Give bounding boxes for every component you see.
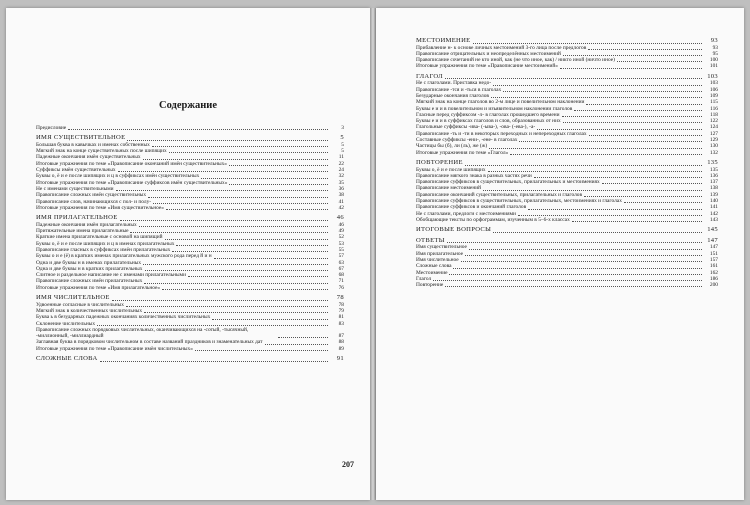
- toc-section-entry: [36, 294, 344, 302]
- toc-entry-page: 141: [709, 204, 718, 211]
- toc-section-entry: [416, 237, 718, 245]
- toc-entry-title: Правописание -ть и -ти в некоторых переходных и непереходных глаголах: [416, 130, 587, 137]
- toc-entry-title: Буквы е и и в повелительном и изъявительном наклонении глаголов: [416, 105, 573, 112]
- toc-entry-title: Глагольные суффиксы -ива- (-ыва-), -ова- (-ева-), -а-: [416, 124, 536, 131]
- toc-leader-dots: [489, 148, 702, 149]
- toc-entry-page: 142: [709, 210, 718, 217]
- toc-entry-title: Буквы е и и в суффиксах глаголов и слов, образованных от них: [416, 118, 561, 125]
- toc-entry-title: Мягкий знак на конце существительных после шипящих: [36, 148, 167, 155]
- toc-entry-page: 5: [341, 141, 344, 148]
- toc-leader-dots: [469, 249, 702, 250]
- toc-entry-page: 186: [709, 275, 718, 282]
- toc-entry-page: 109: [709, 92, 718, 99]
- toc-leader-dots: [145, 270, 329, 271]
- toc-entry-page: 100: [709, 57, 718, 64]
- toc-entry-page: 78: [336, 294, 344, 302]
- toc-entry-title: СЛОЖНЫЕ СЛОВА: [36, 354, 98, 362]
- toc-entry-title: Суффиксы имён существительных: [36, 167, 116, 174]
- toc-entry-title: Обобщающие тексты по орфограммам, изученным в 5–6-х классах: [416, 216, 570, 223]
- toc-entry-page: 52: [338, 234, 344, 241]
- toc-leader-dots: [152, 146, 328, 147]
- toc-entry-title: ОТВЕТЫ: [416, 236, 445, 244]
- toc-entry-page: 68: [338, 272, 344, 279]
- toc-entry-title: Одна и две буквы н в именах прилагательных: [36, 259, 142, 266]
- toc-entry-page: 93: [712, 44, 718, 51]
- toc-leader-dots: [483, 190, 702, 191]
- toc-entry-page: 101: [709, 63, 718, 70]
- toc-leader-dots: [518, 215, 702, 216]
- toc-leader-dots: [148, 197, 328, 198]
- toc-entry-title: Итоговые упражнения по теме «Имя прилагательное»: [36, 284, 161, 291]
- toc-leader-dots: [562, 116, 703, 117]
- toc-entry-title: Правописание местоимений: [416, 185, 481, 192]
- toc-entry-page: 139: [709, 191, 718, 198]
- toc-leader-dots: [574, 110, 702, 111]
- toc-entry-title: Правописание гласных в суффиксах имён прилагательных: [36, 246, 171, 253]
- toc-leader-dots: [143, 159, 328, 160]
- toc-entry-page: 130: [709, 143, 718, 150]
- toc-leader-dots: [265, 344, 329, 345]
- toc-entry: [36, 346, 344, 352]
- toc-entry-title: Итоговые упражнения по теме «Правописание окончаний имён существительных»: [36, 160, 227, 167]
- toc-entry-title: Имя числительное: [416, 256, 459, 263]
- toc-entry-page: 93: [710, 37, 718, 44]
- toc-entry-page: 89: [338, 345, 344, 352]
- toc-leader-dots: [528, 209, 702, 210]
- toc-entry-title: Буквы о и е (ё) в кратких именах прилагательных мужского рода перед й и н: [36, 253, 212, 260]
- toc-entry-page: 81: [338, 314, 344, 321]
- toc-entry-title: ПОВТОРЕНИЕ: [416, 158, 463, 166]
- toc-entry-title: Не с именами существительными: [36, 185, 114, 192]
- toc-entry-page: 147: [707, 236, 718, 244]
- toc-leader-dots: [166, 209, 328, 210]
- toc-entry-title: ИМЯ ЧИСЛИТЕЛЬНОЕ: [36, 294, 110, 302]
- toc-entry-title: Прибавление н- к основе личных местоимений 3-го лица после предлогов: [416, 44, 587, 51]
- toc-section-entry: [416, 226, 718, 234]
- toc-entry-title: Правописание мягкого знака в разных частях речи: [416, 172, 532, 179]
- toc-entry-page: 127: [709, 130, 718, 137]
- toc-leader-dots: [126, 306, 328, 307]
- toc-entry-page: 136: [709, 172, 718, 179]
- toc-section-entry: [36, 214, 344, 222]
- toc-entry-title: Частицы бы (б), ли (ль), же (ж): [416, 143, 488, 150]
- toc-entry: [36, 125, 344, 131]
- toc-entry-title: Правописание сложных имён прилагательных: [36, 278, 143, 285]
- toc-entry: [36, 285, 344, 291]
- toc-entry-page: 63: [338, 259, 344, 266]
- toc-leader-dots: [519, 141, 702, 142]
- toc-entry-title: Глагол: [416, 275, 432, 282]
- toc-entry-page: 76: [338, 284, 344, 291]
- toc-entry-title: Не с глаголами, предлоги с местоимениями: [416, 210, 516, 217]
- toc-entry: [36, 205, 344, 211]
- page-number: 207: [342, 460, 354, 469]
- toc-leader-dots: [586, 104, 702, 105]
- toc-entry-page: 5: [340, 134, 344, 142]
- toc-leader-dots: [624, 202, 702, 203]
- toc-entry-title: Местоимение: [416, 269, 448, 276]
- toc-entry: [36, 327, 344, 340]
- toc-entry-title: Удвоенные согласные в числительных: [36, 301, 124, 308]
- toc-entry-title: Склонение числительных: [36, 320, 96, 327]
- toc-entry-page: 71: [338, 278, 344, 285]
- toc-entry-title: Падежные окончания имён прилагательных: [36, 221, 137, 228]
- toc-leader-dots: [445, 78, 702, 79]
- toc-entry: [416, 150, 718, 156]
- toc-leader-dots: [447, 242, 702, 243]
- toc-leader-dots: [584, 196, 702, 197]
- toc-entry-page: 143: [709, 216, 718, 223]
- toc-entry-page: 57: [338, 253, 344, 260]
- toc-leader-dots: [195, 350, 328, 351]
- toc-leader-dots: [563, 122, 702, 123]
- toc-leader-dots: [188, 276, 328, 277]
- toc-leader-dots: [465, 165, 702, 166]
- toc-leader-dots: [588, 49, 702, 50]
- toc-leader-dots: [97, 325, 328, 326]
- toc-entry-page: 145: [707, 226, 718, 234]
- toc-entry-page: 32: [338, 173, 344, 180]
- toc-entry-page: 132: [709, 149, 718, 156]
- toc-entry-page: 35: [338, 179, 344, 186]
- toc-leader-dots: [488, 171, 702, 172]
- toc-leader-dots: [453, 268, 702, 269]
- toc-leader-dots: [493, 85, 702, 86]
- toc-leader-dots: [503, 91, 702, 92]
- toc-leader-dots: [602, 183, 702, 184]
- toc-leader-dots: [165, 239, 328, 240]
- toc-entry-page: 38: [338, 192, 344, 199]
- toc-leader-dots: [169, 152, 328, 153]
- toc-entry-page: 46: [336, 214, 344, 222]
- toc-entry-title: Правописание сочетаний не кто иной, как (не что иное, как) / никто иной (ничто иное): [416, 57, 615, 64]
- toc-entry-title: Безударные окончания глаголов: [416, 92, 489, 99]
- toc-leader-dots: [510, 154, 702, 155]
- toc-leader-dots: [116, 190, 328, 191]
- toc-entry-page: 36: [338, 185, 344, 192]
- toc-entry-title: Итоговые упражнения по теме «Правописание суффиксов имён существительных»: [36, 179, 228, 186]
- toc-entry-page: 140: [709, 198, 718, 205]
- toc-entry-page: 88: [338, 339, 344, 346]
- toc-entry: [416, 282, 718, 288]
- toc-entry-page: 103: [707, 72, 718, 80]
- toc-entry-title: Буквы о, ё и е после шипящих: [416, 166, 486, 173]
- toc-entry-page: 200: [709, 282, 718, 289]
- toc-entry-title: Мягкий знак в количественных числительных: [36, 307, 143, 314]
- toc-entry-title: Сложные слова: [416, 263, 452, 270]
- toc-entry-title: Падежные окончания имён существительных: [36, 154, 141, 161]
- toc-leader-dots: [212, 319, 328, 320]
- toc-entry-page: 42: [338, 204, 344, 211]
- toc-entry-page: 116: [710, 105, 718, 112]
- toc-entry-page: 124: [709, 124, 718, 131]
- toc-leader-dots: [139, 226, 328, 227]
- toc-entry-title: Правописание суффиксов в существительных, прилагательных и местоимениях: [416, 179, 600, 186]
- toc-leader-dots: [214, 258, 328, 259]
- toc-leader-dots: [144, 283, 328, 284]
- toc-section-entry: [36, 134, 344, 142]
- toc-entry-title: Правописание -тся и -ться в глаголах: [416, 86, 502, 93]
- toc-entry-title: Гласные перед суффиксом -л- в глаголах прошедшего времени: [416, 111, 560, 118]
- toc-entry-page: 147: [709, 244, 718, 251]
- toc-entry-title: Имя существительное: [416, 244, 467, 251]
- toc-entry-page: 135: [709, 166, 718, 173]
- toc-entry-page: 67: [338, 265, 344, 272]
- toc-leader-dots: [201, 178, 328, 179]
- toc-entry-page: 22: [338, 160, 344, 167]
- toc-leader-dots: [465, 255, 702, 256]
- toc-section-entry: [416, 159, 718, 167]
- left-page: [6, 8, 370, 500]
- toc-entry-page: 151: [709, 250, 718, 257]
- toc-entry: [416, 217, 718, 223]
- toc-entry-title: ГЛАГОЛ: [416, 72, 443, 80]
- toc-entry-title: Предисловие: [36, 125, 67, 131]
- toc-entry-title: ИТОГОВЫЕ ВОПРОСЫ: [416, 226, 492, 234]
- toc-leader-dots: [68, 129, 328, 130]
- toc-leader-dots: [572, 221, 702, 222]
- toc-entry-page: 87: [338, 333, 344, 340]
- toc-entry-title: Итоговые упражнения по теме «Правописание местоимений»: [416, 63, 559, 70]
- toc-leader-dots: [617, 61, 702, 62]
- toc-entry-title: Имя прилагательное: [416, 250, 464, 257]
- toc-entry-page: 115: [710, 99, 718, 106]
- toc-leader-dots: [153, 203, 328, 204]
- toc-entry-page: 11: [338, 154, 344, 161]
- toc-leader-dots: [229, 184, 328, 185]
- toc-title: Содержание: [159, 100, 217, 111]
- toc-entry-title: Буква ь в безударных падежных окончаниях количественных числительных: [36, 314, 211, 321]
- toc-entry-title: Правописание суффиксов в существительных, прилагательных, местоимениях и глаголах: [416, 198, 622, 205]
- toc-entry-title: Буквы о, ё и е после шипящих и ц в суффиксах имён существительных: [36, 173, 200, 180]
- toc-entry-title: Правописание суффиксов и окончаний глаголов: [416, 204, 527, 211]
- toc-leader-dots: [100, 361, 328, 362]
- toc-section-entry: [36, 355, 344, 363]
- toc-entry-title: Не с глаголами. Приставка недо-: [416, 80, 492, 87]
- toc-leader-dots: [560, 68, 702, 69]
- toc-entry-page: 129: [709, 137, 718, 144]
- toc-entry-page: 95: [712, 50, 718, 57]
- toc-entry-page: 162: [709, 269, 718, 276]
- toc-entry-page: 55: [338, 246, 344, 253]
- toc-leader-dots: [461, 261, 702, 262]
- toc-entry-page: 83: [338, 320, 344, 327]
- toc-leader-dots: [176, 245, 328, 246]
- toc-entry-page: 3: [341, 125, 344, 131]
- toc-leader-dots: [493, 232, 702, 233]
- toc-entry-page: 135: [707, 158, 718, 166]
- toc-leader-dots: [120, 220, 328, 221]
- toc-entry-title: Правописание сложных имён существительных: [36, 192, 147, 199]
- toc-entry-page: 5: [341, 148, 344, 155]
- toc-entry-title: МЕСТОИМЕНИЕ: [416, 37, 471, 44]
- toc-entry: [416, 63, 718, 69]
- toc-entry-title: Правописание сложных порядковых числительных, оканчивающихся на -сотый, -тысячный, -миллионный, -миллиардный: [36, 326, 250, 340]
- toc-entry-page: 106: [709, 86, 718, 93]
- toc-leader-dots: [445, 286, 702, 287]
- toc-entry-title: Притяжательные имена прилагательные: [36, 228, 129, 235]
- toc-entry-page: 103: [709, 80, 718, 87]
- toc-leader-dots: [143, 264, 328, 265]
- toc-leader-dots: [229, 165, 328, 166]
- toc-leader-dots: [433, 280, 702, 281]
- toc-leader-dots: [162, 289, 328, 290]
- toc-entry-page: 122: [709, 118, 718, 125]
- toc-entry-page: 46: [338, 221, 344, 228]
- toc-entry-page: 24: [338, 167, 344, 174]
- toc-entry-title: Составные суффиксы -ени-, -ене- в глаголах: [416, 137, 518, 144]
- left-toc-list: [36, 125, 344, 363]
- toc-entry-title: Заглавная буква в порядковом числительном в составе названий праздников и знаменательных дат: [36, 339, 263, 346]
- toc-entry-title: Итоговые упражнения по теме «Глагол»: [416, 149, 509, 156]
- right-page: [376, 8, 744, 500]
- toc-entry-title: Мягкий знак на конце глаголов во 2-м лице и повелительном наклонении: [416, 99, 585, 106]
- toc-entry-title: Итоговые упражнения по теме «Имя существительное»: [36, 204, 164, 211]
- toc-leader-dots: [473, 43, 703, 44]
- toc-entry-page: 53: [338, 240, 344, 247]
- toc-entry-title: ИМЯ СУЩЕСТВИТЕЛЬНОЕ: [36, 134, 126, 142]
- toc-entry-page: 157: [709, 256, 718, 263]
- toc-entry-page: 137: [709, 179, 718, 186]
- toc-leader-dots: [112, 300, 328, 301]
- toc-entry-title: Повторение: [416, 282, 444, 289]
- toc-leader-dots: [127, 140, 328, 141]
- toc-section-entry: [416, 37, 718, 45]
- toc-entry-page: 79: [338, 307, 344, 314]
- toc-entry-page: 78: [338, 301, 344, 308]
- toc-entry-title: Правописание слов, начинающихся с пол- и полу-: [36, 198, 152, 205]
- toc-entry-title: Слитное и раздельное написание не с именами прилагательными: [36, 272, 186, 279]
- right-toc-list: [416, 34, 718, 288]
- toc-entry-page: 138: [709, 185, 718, 192]
- toc-entry-title: Правописание окончаний существительных, прилагательных и глаголов: [416, 191, 583, 198]
- toc-entry-title: Одна и две буквы н в кратких прилагательных: [36, 265, 143, 272]
- toc-leader-dots: [449, 274, 702, 275]
- toc-entry-title: Итоговые упражнения по теме «Правописание имён числительных»: [36, 345, 193, 352]
- toc-entry-page: 91: [336, 354, 344, 362]
- toc-leader-dots: [278, 337, 328, 338]
- toc-entry-title: Правописание отрицательных и неопределённых местоимений: [416, 50, 561, 57]
- toc-leader-dots: [534, 177, 702, 178]
- toc-entry-page: 118: [710, 111, 718, 118]
- toc-entry-title: ИМЯ ПРИЛАГАТЕЛЬНОЕ: [36, 214, 118, 222]
- toc-leader-dots: [537, 129, 702, 130]
- toc-leader-dots: [589, 135, 702, 136]
- toc-entry-page: 161: [709, 263, 718, 270]
- toc-entry-title: Буквы о, ё и е после шипящих и ц в именах прилагательных: [36, 240, 175, 247]
- toc-entry-page: 49: [338, 228, 344, 235]
- toc-entry-title: Большая буква в кавычках и именах собственных: [36, 141, 150, 148]
- toc-section-entry: [416, 73, 718, 81]
- toc-entry-title: Краткие имена прилагательные с основой на шипящий: [36, 234, 163, 241]
- toc-entry-page: 41: [338, 198, 344, 205]
